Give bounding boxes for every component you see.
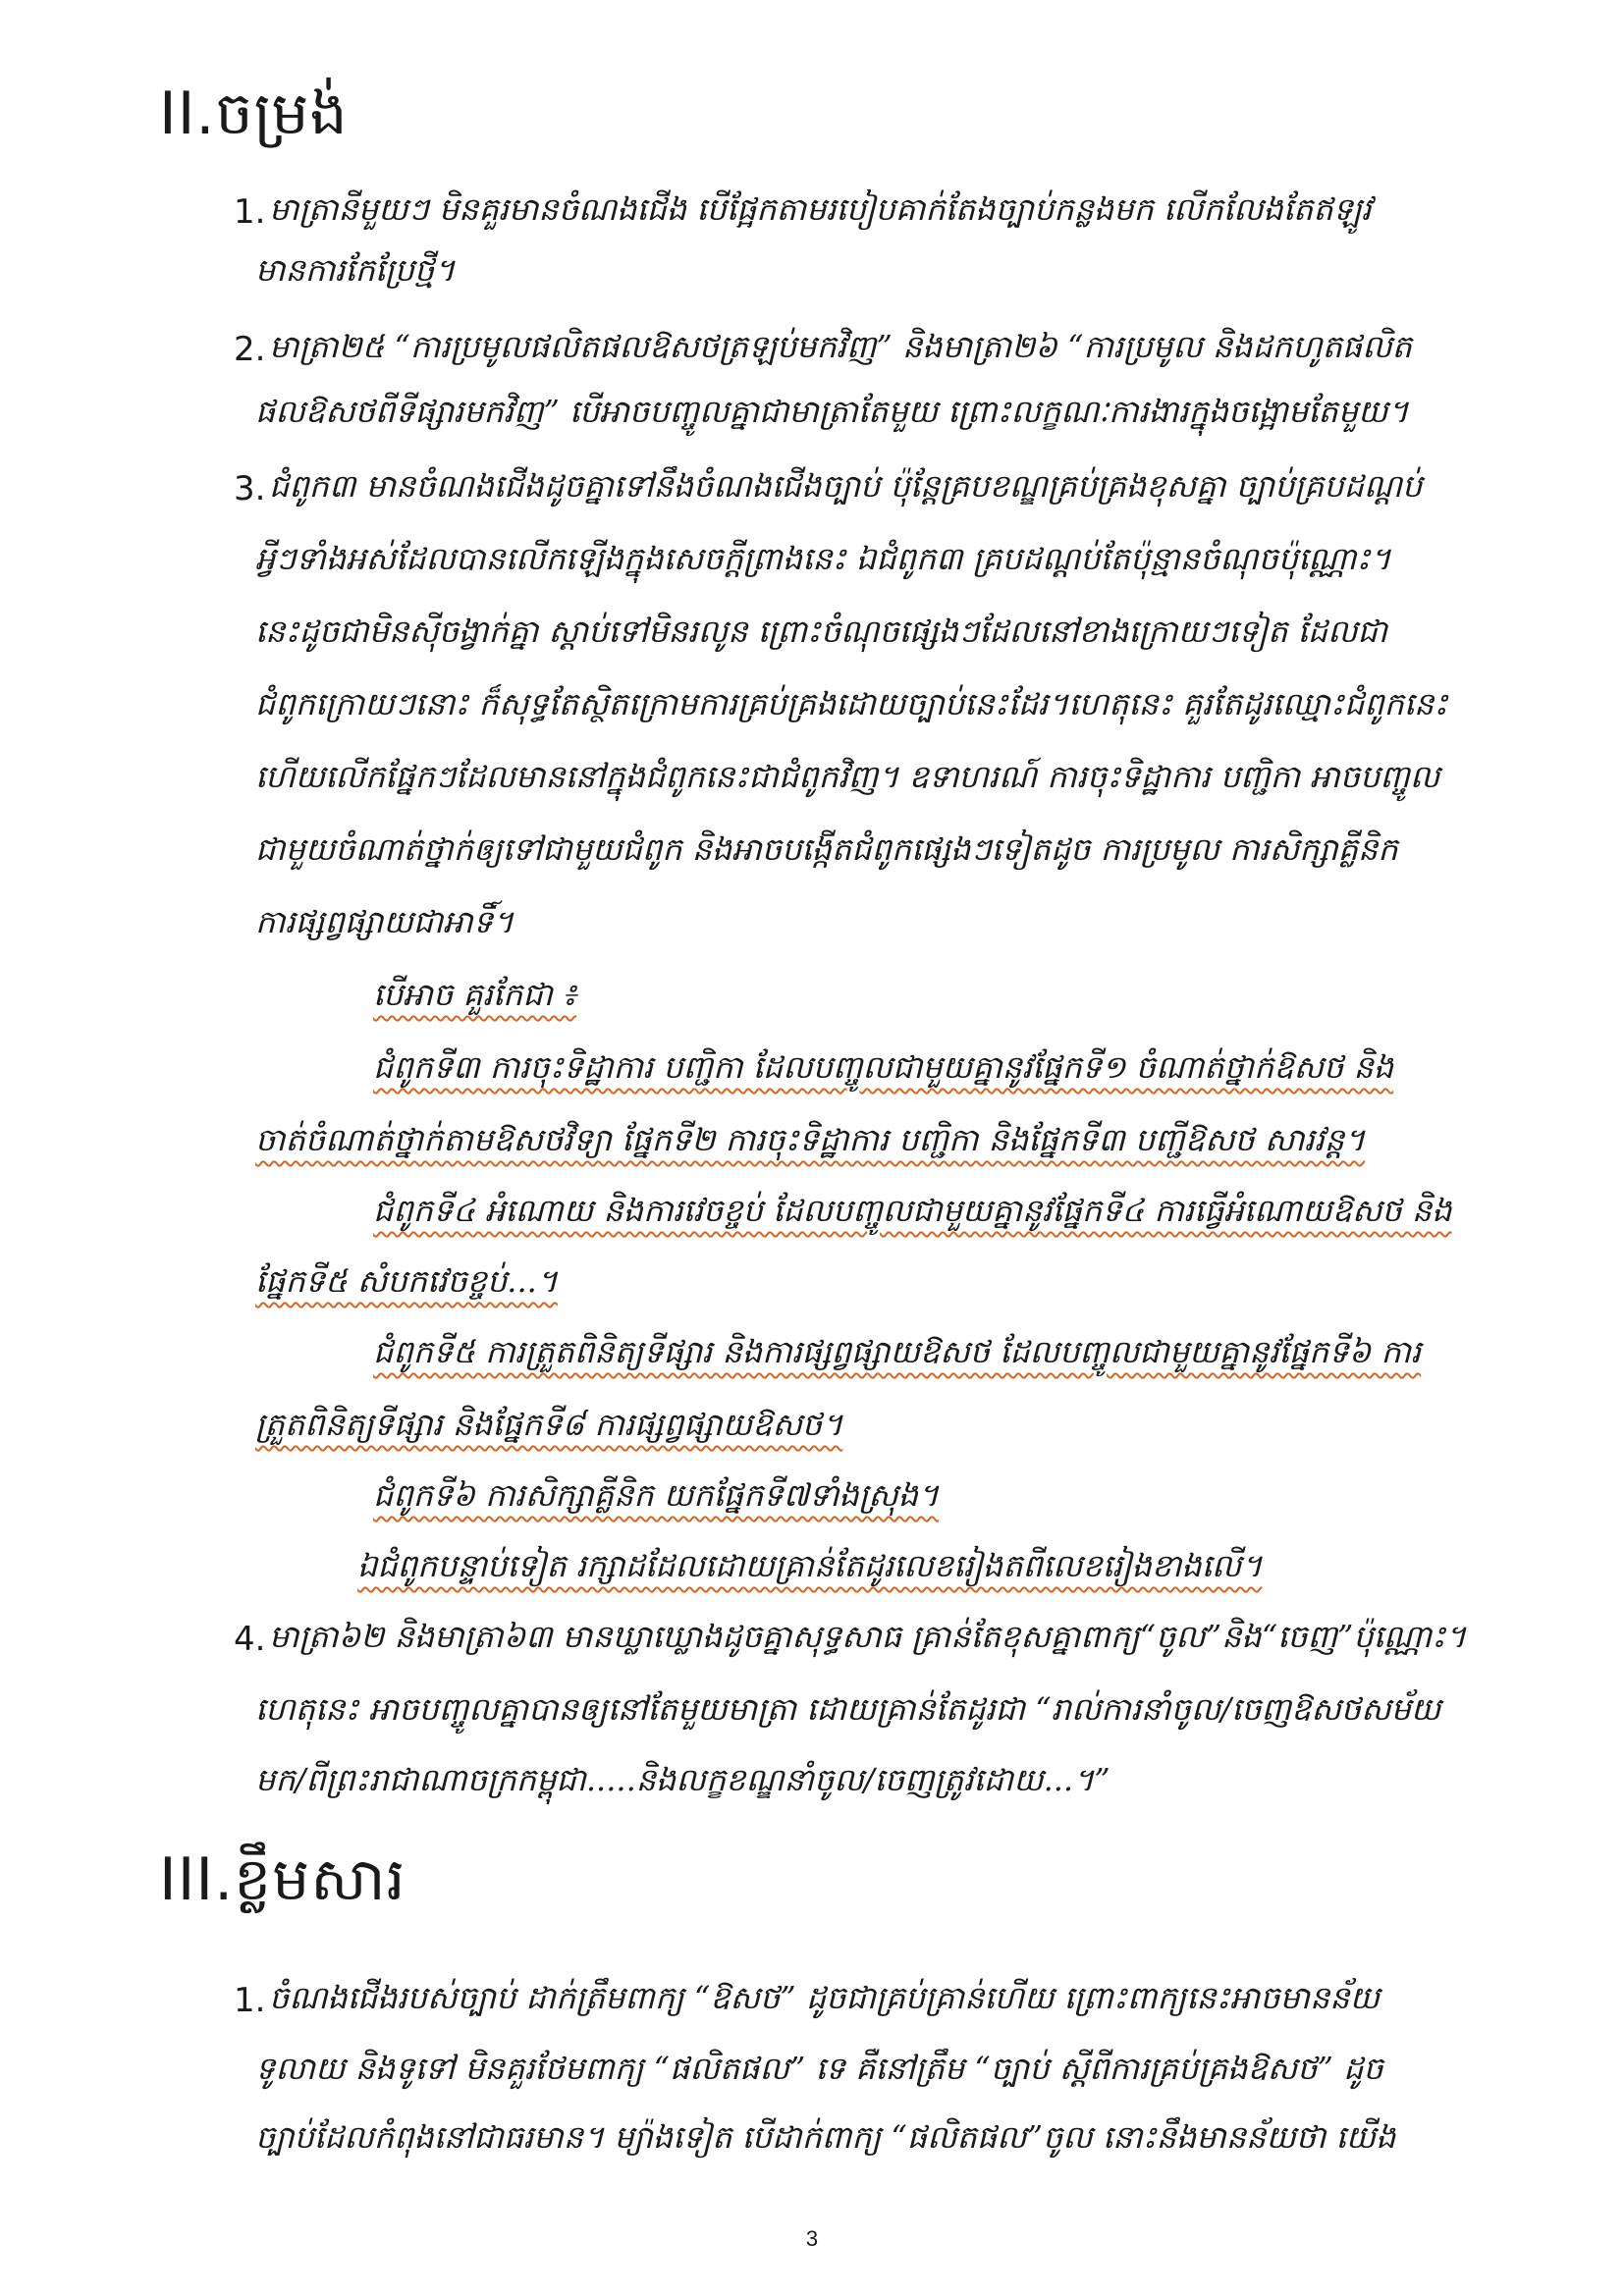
- paragraph-line: នេះដូចជាមិនស៊ីចង្វាក់គ្នា ស្តាប់ទៅមិនរលូន ព្រោះចំណុចផ្សេងៗដែលនៅខាងក្រោយៗទៀត ដែលជា: [255, 613, 1388, 650]
- paragraph-line: ហេតុនេះ អាចបញ្ចូលគ្នាបានឲ្យនៅតែមួយមាត្រា ដោយគ្រាន់តែដូរជា “រាល់ការនាំចូល/ចេញឱសថសម័យ: [255, 1690, 1441, 1728]
- paragraph-line: មាត្រានីមួយៗ មិនគួរមានចំណងជើង បើផ្អែកតាមរបៀបគាក់តែងច្បាប់កន្លងមក លើកលែងតែឥឡូវ: [269, 190, 1372, 228]
- suggestion-line: ជំពូកទី៤ អំណោយ និងការវេចខ្ចប់ ដែលបញ្ចូលជាមួយគ្នានូវផ្នែកទី៤ ការធ្វើអំណោយឱសថ និង: [373, 1192, 1452, 1229]
- paragraph-line: ជាមួយចំណាត់ថ្នាក់ឲ្យទៅជាមួយជំពូក និងអាចបង្កើតជំពូកផ្សេងៗទៀតដូច ការប្រមូល ការសិក្សាគ្លីនិក: [255, 830, 1398, 868]
- suggestion-line: ផ្នែកទី៥ សំបកវេចខ្ចប់...។: [255, 1262, 558, 1300]
- paragraph-line: មានការកែប្រែថ្មី។: [255, 251, 456, 289]
- suggestion-line: ជំពូកទី៥ ការត្រួតពិនិត្យទីផ្សារ និងការផ្សព្វផ្សាយឱសថ ដែលបញ្ចូលជាមួយគ្នានូវផ្នែកទី៦ ការ: [373, 1333, 1422, 1370]
- paragraph-line: ការផ្សព្វផ្សាយជាអាទិ៍។: [255, 903, 514, 940]
- paragraph-line: ចំណងជើងរបស់ច្បាប់ ដាក់ត្រឹមពាក្យ “ឱសថ” ដូចជាគ្រប់គ្រាន់ហើយ ព្រោះពាក្យនេះអាចមានន័យ: [269, 1979, 1380, 2016]
- page-number: 3: [805, 2226, 819, 2251]
- paragraph-line: មក/ពីព្រះរាជាណាចក្រកម្ពុជា.....និងលក្ខខណ្ឌនាំចូល/ចេញត្រូវដោយ...។”: [255, 1761, 1110, 1798]
- item-number: 2.: [234, 330, 266, 369]
- paragraph-line: អ្វីៗទាំងអស់ដែលបានលើកឡើងក្នុងសេចក្តីព្រាងនេះ ឯជំពូក៣ គ្របដណ្ដប់តែប៉ុន្មានចំណុចប៉ុណ្ណោះ។: [255, 540, 1391, 577]
- paragraph-line: ទូលាយ និងទូទៅ មិនគួរថែមពាក្យ “ផលិតផល” ទេ គឺនៅត្រឹម “ច្បាប់ ស្តីពីការគ្រប់គ្រងឱសថ” ដូច: [255, 2050, 1383, 2087]
- item-number: 4.: [234, 1620, 266, 1659]
- item-number: 1.: [234, 192, 266, 232]
- suggestion-line: ចាត់ចំណាត់ថ្នាក់តាមឱសថវិទ្យា ផ្នែកទី២ ការចុះទិដ្ឋាការ បញ្ជិកា និងផ្នែកទី៣ បញ្ជីឱសថ សារវន្ត។: [255, 1121, 1366, 1158]
- paragraph-line: ជំពូកក្រោយៗនោះ ក៏សុទ្ធតែស្ថិតក្រោមការគ្រប់គ្រងដោយច្បាប់នេះដែរ។ហេតុនេះ គួរតែដូរឈ្មោះជំពូកនេះ: [255, 685, 1448, 722]
- section-heading-ii: II.ចម្រង់: [159, 80, 349, 148]
- suggestion-title: បើអាច គួរកែជា ៖: [373, 976, 577, 1013]
- paragraph-line: ផលឱសថពីទីផ្សារមកវិញ” បើអាចបញ្ចូលគ្នាជាមាត្រាតែមួយ ព្រោះលក្ខណៈការងារក្នុងចង្អោមតែមួយ។: [255, 393, 1409, 430]
- paragraph-line: ជំពូក៣ មានចំណងជើងដូចគ្នាទៅនឹងចំណងជើងច្បាប់ ប៉ុន្តែគ្របខណ្ឌគ្រប់គ្រងខុសគ្នា ច្បាប់គ្របដណ្ដប់: [269, 467, 1423, 505]
- suggestion-line: ឯជំពូកបន្ទាប់ទៀត រក្សាដដែលដោយគ្រាន់តែដូរលេខរៀងតពីលេខរៀងខាងលើ។: [357, 1547, 1263, 1584]
- paragraph-line: ហើយលើកផ្នែកៗដែលមាននៅក្នុងជំពូកនេះជាជំពូកវិញ។ ឧទាហរណ៍ ការចុះទិដ្ឋាការ បញ្ជិកា អាចបញ្ចូល: [255, 758, 1440, 795]
- suggestion-line: ត្រួតពិនិត្យទីផ្សារ និងផ្នែកទី៨ ការផ្សព្វផ្សាយឱសថ។: [255, 1406, 843, 1443]
- suggestion-line: ជំពូកទី៦ ការសិក្សាគ្លីនិក យកផ្នែកទី៧ទាំងស្រុង។: [373, 1476, 940, 1514]
- paragraph-line: ច្បាប់ដែលកំពុងនៅជាធរមាន។ ម្យ៉ាងទៀត បើដាក់ពាក្យ “ផលិតផល”ចូល នោះនឹងមានន័យថា យើង: [255, 2118, 1396, 2156]
- paragraph-line: មាត្រា៦២ និងមាត្រា៦៣ មានឃ្លាឃ្លោងដូចគ្នាសុទ្ធសាធ គ្រាន់តែខុសគ្នាពាក្យ“ចូល”និង“ចេញ”ប៉ុណ្ណោះ។: [269, 1618, 1467, 1655]
- suggestion-line: ជំពូកទី៣ ការចុះទិដ្ឋាការ បញ្ជិកា ដែលបញ្ចូលជាមួយគ្នានូវផ្នែកទី១ ចំណាត់ថ្នាក់ឱសថ និង: [373, 1048, 1394, 1086]
- paragraph-line: មាត្រា២៥ “ការប្រមូលផលិតផលឱសថត្រឡប់មកវិញ” និងមាត្រា២៦ “ការប្រមូល និងដកហូតផលិត: [269, 328, 1412, 365]
- section-heading-iii: III.ខ្លឹមសារ: [159, 1845, 406, 1914]
- item-number: 1.: [234, 1981, 266, 2020]
- item-number: 3.: [234, 469, 266, 508]
